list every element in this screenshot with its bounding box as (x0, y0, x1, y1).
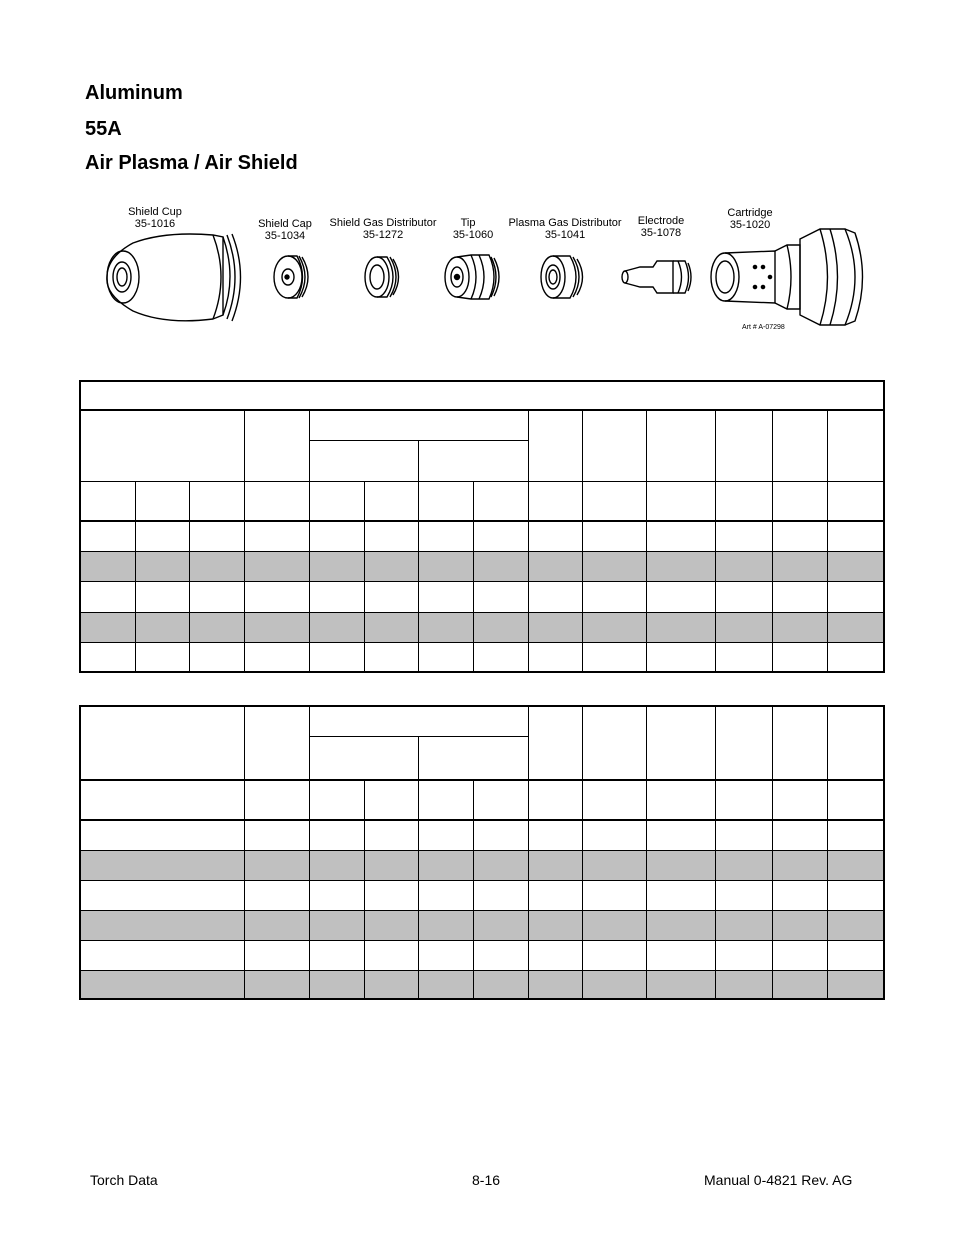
table-row (80, 820, 884, 850)
table-cell (528, 820, 582, 850)
table-cell (827, 410, 884, 481)
table-cell (827, 820, 884, 850)
cut-chart-table-2 (79, 705, 885, 1000)
table-cell (646, 521, 715, 551)
table-cell (646, 940, 715, 970)
table-cell (528, 481, 582, 521)
table-cell (772, 581, 827, 612)
table-row (80, 880, 884, 910)
table-cell (473, 880, 528, 910)
table-cell (135, 612, 189, 642)
table-cell (80, 970, 244, 999)
table-cell (80, 820, 244, 850)
table-cell (473, 970, 528, 999)
table-cell (473, 910, 528, 940)
table-cell (528, 880, 582, 910)
table-header-row (80, 410, 884, 440)
table-cell (364, 481, 418, 521)
footer-page-number: 8-16 (472, 1172, 501, 1188)
table-cell (418, 780, 473, 820)
table-header-row (80, 706, 884, 736)
table-cell (364, 642, 418, 672)
table-cell (772, 820, 827, 850)
table-cell (473, 481, 528, 521)
shield-cup-drawing (107, 234, 241, 321)
table-row (80, 970, 884, 999)
table-cell (772, 780, 827, 820)
table-cell (418, 521, 473, 551)
table-cell (772, 410, 827, 481)
table-cell (582, 481, 646, 521)
cut-chart-table-1 (79, 380, 885, 673)
part-number: 35-1020 (729, 219, 771, 231)
table-cell (309, 481, 364, 521)
table-cell (715, 820, 772, 850)
table-cell (418, 481, 473, 521)
table-cell (582, 706, 646, 780)
table-cell (772, 880, 827, 910)
table-cell (473, 780, 528, 820)
table-cell (528, 410, 582, 481)
table-cell (528, 910, 582, 940)
table-cell (309, 642, 364, 672)
table-cell (473, 612, 528, 642)
table-cell (135, 521, 189, 551)
table-cell (646, 642, 715, 672)
table-cell (244, 551, 309, 581)
table-cell (827, 551, 884, 581)
table-cell (772, 521, 827, 551)
torch-parts-illustration (95, 215, 875, 330)
table-cell (244, 706, 309, 780)
table-subheader-row (80, 481, 884, 521)
table-cell (582, 880, 646, 910)
table-cell (80, 381, 884, 410)
part-number: 35-1034 (264, 230, 306, 242)
table-cell (309, 440, 418, 481)
table-cell (309, 820, 364, 850)
table-cell (772, 551, 827, 581)
table-cell (582, 780, 646, 820)
table-cell (528, 642, 582, 672)
table-cell (715, 880, 772, 910)
table-cell (309, 910, 364, 940)
table-cell (772, 612, 827, 642)
table-cell (646, 481, 715, 521)
table-cell (473, 551, 528, 581)
table-cell (244, 581, 309, 612)
table-cell (473, 850, 528, 880)
table-cell (418, 970, 473, 999)
table-cell (827, 612, 884, 642)
table-cell (364, 940, 418, 970)
table-cell (135, 481, 189, 521)
table-cell (309, 581, 364, 612)
table-cell (364, 910, 418, 940)
table-cell (135, 642, 189, 672)
table-cell (646, 780, 715, 820)
table-cell (715, 612, 772, 642)
part-name: Electrode (637, 215, 685, 227)
table-cell (418, 940, 473, 970)
table-cell (528, 850, 582, 880)
table-cell (715, 581, 772, 612)
table-cell (528, 706, 582, 780)
table-row (80, 940, 884, 970)
table-cell (827, 940, 884, 970)
table-cell (772, 940, 827, 970)
table-subheader-row (80, 780, 884, 820)
table-cell (827, 481, 884, 521)
table-cell (528, 780, 582, 820)
table-row (80, 910, 884, 940)
table-cell (80, 581, 135, 612)
table-cell (244, 642, 309, 672)
table-cell (244, 410, 309, 481)
table-cell (646, 612, 715, 642)
table-cell (135, 551, 189, 581)
table-cell (772, 642, 827, 672)
table-cell (309, 940, 364, 970)
cartridge-drawing (711, 229, 863, 325)
table-cell (80, 910, 244, 940)
table-cell (582, 551, 646, 581)
table-cell (473, 581, 528, 612)
table-cell (418, 820, 473, 850)
table-cell (80, 780, 244, 820)
material-heading: Aluminum (85, 82, 183, 104)
table-cell (418, 850, 473, 880)
table-cell (827, 642, 884, 672)
table-cell (418, 910, 473, 940)
table-cell (364, 880, 418, 910)
footer-section-title: Torch Data (90, 1172, 158, 1188)
table-cell (418, 440, 528, 481)
table-cell (528, 521, 582, 551)
table-cell (646, 820, 715, 850)
part-number: 35-1272 (362, 229, 404, 241)
part-name: Shield Cup (128, 206, 182, 218)
table-cell (827, 521, 884, 551)
table-cell (715, 970, 772, 999)
table-cell (772, 481, 827, 521)
table-cell (582, 521, 646, 551)
table-cell (189, 521, 244, 551)
table-cell (528, 940, 582, 970)
table-cell (244, 780, 309, 820)
footer-manual-number: Manual 0-4821 Rev. AG (704, 1172, 853, 1188)
table-cell (309, 410, 528, 440)
table-cell (772, 850, 827, 880)
table-cell (418, 736, 528, 780)
table-cell (582, 850, 646, 880)
table-cell (80, 940, 244, 970)
table-cell (772, 970, 827, 999)
table-cell (473, 642, 528, 672)
table-cell (528, 551, 582, 581)
table-cell (827, 880, 884, 910)
table-cell (582, 820, 646, 850)
table-cell (309, 612, 364, 642)
table-cell (582, 410, 646, 481)
table-cell (80, 642, 135, 672)
table-cell (135, 581, 189, 612)
table-title-row (80, 381, 884, 410)
amperage-heading: 55A (85, 118, 122, 140)
plasma-gas-distributor-drawing (541, 256, 583, 298)
table-cell (715, 521, 772, 551)
table-cell (80, 521, 135, 551)
shield-gas-distributor-drawing (365, 257, 399, 297)
table-cell (364, 612, 418, 642)
table-cell (309, 551, 364, 581)
table-cell (364, 970, 418, 999)
table-cell (364, 521, 418, 551)
table-cell (189, 581, 244, 612)
part-number: 35-1078 (640, 227, 682, 239)
table-cell (715, 706, 772, 780)
table-cell (309, 736, 418, 780)
part-name: Plasma Gas Distributor (508, 217, 622, 229)
table-cell (418, 551, 473, 581)
table-cell (309, 521, 364, 551)
table-cell (473, 820, 528, 850)
table-cell (80, 850, 244, 880)
table-cell (80, 880, 244, 910)
table-cell (80, 706, 244, 780)
table-cell (244, 820, 309, 850)
table-cell (646, 970, 715, 999)
table-cell (189, 642, 244, 672)
gas-heading: Air Plasma / Air Shield (85, 152, 298, 174)
table-cell (528, 612, 582, 642)
table-cell (244, 970, 309, 999)
table-cell (80, 612, 135, 642)
table-cell (244, 850, 309, 880)
table-cell (80, 410, 244, 481)
table-cell (646, 850, 715, 880)
table-cell (827, 910, 884, 940)
table-cell (473, 940, 528, 970)
table-cell (189, 612, 244, 642)
table-cell (715, 780, 772, 820)
table-cell (80, 481, 135, 521)
table-cell (715, 940, 772, 970)
table-row (80, 521, 884, 551)
table-cell (244, 481, 309, 521)
table-cell (418, 880, 473, 910)
table-cell (309, 780, 364, 820)
table-cell (244, 910, 309, 940)
table-cell (309, 706, 528, 736)
table-cell (418, 612, 473, 642)
table-cell (364, 780, 418, 820)
table-cell (827, 850, 884, 880)
part-name: Cartridge (727, 207, 773, 219)
table-cell (827, 581, 884, 612)
table-row (80, 612, 884, 642)
table-cell (715, 910, 772, 940)
tip-drawing (445, 255, 499, 299)
table-cell (715, 551, 772, 581)
table-cell (473, 521, 528, 551)
table-cell (646, 581, 715, 612)
table-cell (528, 970, 582, 999)
table-cell (715, 642, 772, 672)
table-cell (582, 581, 646, 612)
table-cell (582, 940, 646, 970)
table-cell (189, 481, 244, 521)
table-cell (582, 612, 646, 642)
table-cell (309, 970, 364, 999)
table-cell (827, 970, 884, 999)
table-cell (364, 850, 418, 880)
table-cell (772, 910, 827, 940)
table-cell (244, 521, 309, 551)
table-cell (189, 551, 244, 581)
shield-cap-drawing (274, 256, 308, 298)
table-cell (582, 642, 646, 672)
table-cell (772, 706, 827, 780)
table-cell (715, 850, 772, 880)
table-cell (309, 880, 364, 910)
part-number: 35-1060 (452, 229, 494, 241)
table-cell (827, 780, 884, 820)
table-cell (646, 410, 715, 481)
table-cell (364, 551, 418, 581)
table-cell (646, 910, 715, 940)
electrode-drawing (622, 261, 691, 293)
table-cell (364, 820, 418, 850)
part-number: 35-1016 (134, 218, 176, 230)
part-name: Shield Cap (258, 218, 312, 230)
table-cell (582, 910, 646, 940)
table-row (80, 551, 884, 581)
table-cell (80, 551, 135, 581)
table-cell (418, 642, 473, 672)
part-name: Shield Gas Distributor (329, 217, 437, 229)
table-cell (715, 481, 772, 521)
part-number: 35-1041 (544, 229, 586, 241)
table-row (80, 850, 884, 880)
table-cell (528, 581, 582, 612)
table-cell (582, 970, 646, 999)
table-cell (827, 706, 884, 780)
table-cell (244, 880, 309, 910)
part-name: Tip (460, 217, 476, 229)
table-cell (646, 880, 715, 910)
table-cell (309, 850, 364, 880)
table-cell (244, 940, 309, 970)
table-cell (418, 581, 473, 612)
table-row (80, 581, 884, 612)
table-cell (364, 581, 418, 612)
table-cell (244, 612, 309, 642)
table-cell (646, 706, 715, 780)
art-number: Art # A-07298 (742, 324, 785, 331)
table-cell (715, 410, 772, 481)
table-row (80, 642, 884, 672)
table-cell (646, 551, 715, 581)
